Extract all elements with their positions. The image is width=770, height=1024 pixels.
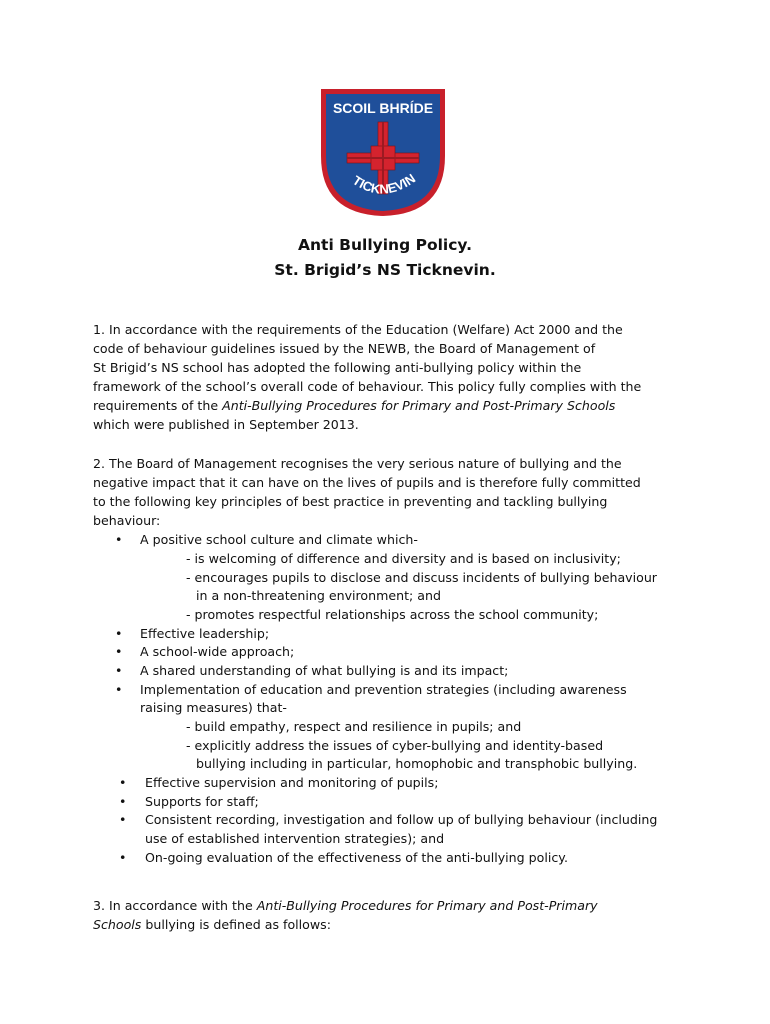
list-item: A school-wide approach; — [140, 644, 295, 659]
bullet-icon: • — [115, 663, 123, 678]
procedures-title-italic: Schools — [93, 917, 142, 932]
list-item: Consistent recording, investigation and follow up of bullying behaviour (including — [145, 812, 658, 827]
section-3-line — [93, 896, 693, 915]
section-1-line: framework of the school’s overall code of behaviour. This policy fully complies with the — [93, 379, 642, 394]
sub-list-item-cont: in a non-threatening environment; and — [196, 588, 441, 603]
sub-list-item: - encourages pupils to disclose and discuss incidents of bullying behaviour — [186, 570, 657, 585]
section-2-intro — [93, 454, 693, 530]
list-item: On-going evaluation of the effectiveness of the anti-bullying policy. — [145, 850, 568, 865]
list-item: Effective leadership; — [140, 626, 270, 641]
bullet-icon: • — [119, 812, 127, 827]
bullet-icon: • — [119, 775, 127, 790]
section-1-line: which were published in September 2013. — [93, 417, 359, 432]
sub-list-item: - is welcoming of difference and diversity and is based on inclusivity; — [186, 551, 621, 566]
sub-list-item: - build empathy, respect and resilience in pupils; and — [186, 719, 522, 734]
sub-list-item: - promotes respectful relationships across the school community; — [186, 607, 599, 622]
sub-list-item: - explicitly address the issues of cyber-bullying and identity-based — [186, 738, 604, 753]
bullet-icon: • — [115, 644, 123, 659]
list-item: A shared understanding of what bullying is and its impact; — [140, 663, 509, 678]
section-1-line: St Brigid’s NS school has adopted the following anti-bullying policy within the — [93, 360, 582, 375]
bullet-icon: • — [115, 626, 123, 641]
section-3 — [93, 896, 693, 934]
list-item: Supports for staff; — [145, 794, 259, 809]
crest-top-text: SCOIL BHRÍDE — [332, 100, 434, 116]
bullet-icon: • — [119, 794, 127, 809]
section-1 — [93, 320, 693, 434]
list-item: Implementation of education and prevention strategies (including awareness — [140, 682, 627, 697]
section-2-line: to the following key principles of best practice in preventing and tackling bullying — [93, 494, 608, 509]
section-2-line: negative impact that it can have on the lives of pupils and is therefore fully committed — [93, 475, 641, 490]
bullet-icon: • — [115, 532, 123, 547]
section-1-line: 1. In accordance with the requirements of the Education (Welfare) Act 2000 and the — [93, 322, 623, 337]
school-crest-logo — [318, 86, 448, 218]
crest-bottom-text-path: TICKNEVIN — [350, 170, 419, 197]
section-2-line: 2. The Board of Management recognises the very serious nature of bullying and the — [93, 456, 622, 471]
bullet-icon: • — [119, 850, 127, 865]
list-item: Effective supervision and monitoring of pupils; — [145, 775, 439, 790]
procedures-title-italic: Anti-Bullying Procedures for Primary and Post-Primary Schools — [222, 398, 616, 413]
section-3-text: bullying is defined as follows: — [141, 917, 331, 932]
section-1-line: code of behaviour guidelines issued by the NEWB, the Board of Management of — [93, 341, 596, 356]
section-1-text: requirements of the — [93, 398, 223, 413]
list-item-cont: use of established intervention strategies); and — [145, 831, 445, 846]
section-3-line — [93, 915, 693, 934]
list-item-cont: raising measures) that- — [140, 700, 287, 715]
sub-list-item-cont: bullying including in particular, homophobic and transphobic bullying. — [196, 756, 638, 771]
procedures-title-italic: Anti-Bullying Procedures for Primary and Post-Primary — [256, 898, 598, 913]
document-title: Anti Bullying Policy. — [298, 236, 472, 254]
document-subtitle: St. Brigid’s NS Ticknevin. — [274, 261, 496, 279]
section-3-text: 3. In accordance with the — [93, 898, 257, 913]
bullet-icon: • — [115, 682, 123, 697]
list-item: A positive school culture and climate which- — [140, 532, 418, 547]
section-1-line — [93, 396, 693, 415]
section-2-line: behaviour: — [93, 513, 161, 528]
